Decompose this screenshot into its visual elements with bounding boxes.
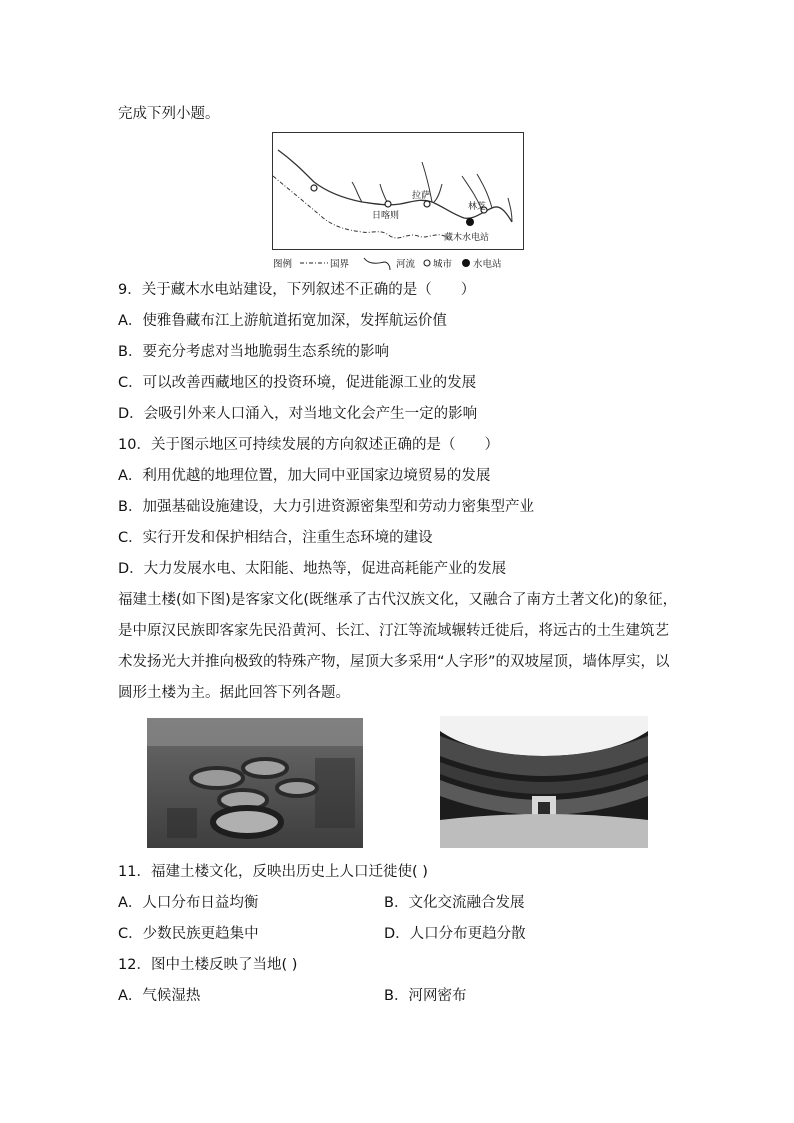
station-marker: [466, 218, 474, 226]
intro-text: 完成下列小题。: [118, 106, 220, 122]
city-marker-lhasa: [424, 201, 430, 207]
q9-stem: 9．关于藏木水电站建设，下列叙述不正确的是（ ）: [118, 282, 476, 298]
city-marker: [311, 185, 317, 191]
legend-city: 城市: [433, 259, 453, 270]
q9-option-b: B．要充分考虑对当地脆弱生态系统的影响: [118, 344, 389, 360]
label-linzhi: 林芝: [468, 202, 487, 212]
q11-option-d: D．人口分布更趋分散: [384, 926, 526, 942]
q12-option-b: B．河网密布: [384, 988, 467, 1004]
legend-title: 图例: [273, 259, 293, 270]
label-lhasa: 拉萨: [412, 191, 431, 201]
q10-option-c: C．实行开发和保护相结合，注重生态环境的建设: [118, 530, 433, 546]
q9-option-a: A．使雅鲁藏布江上游航道拓宽加深，发挥航运价值: [118, 313, 447, 329]
label-zangmu: 藏木水电站: [444, 233, 490, 243]
legend-river-symbol: [364, 258, 390, 270]
tulou-aerial-photo: [147, 718, 363, 848]
q11-option-a: A．人口分布日益均衡: [118, 895, 259, 911]
label-rikaze: 日喀则: [372, 211, 400, 221]
legend-city-symbol: [424, 260, 430, 266]
q12-stem: 12．图中土楼反映了当地( ): [118, 957, 298, 973]
q11-stem: 11．福建土楼文化，反映出历史上人口迁徙使( ): [118, 864, 428, 880]
q10-option-a: A．利用优越的地理位置，加大同中亚国家边境贸易的发展: [118, 468, 491, 484]
city-marker-rikaze: [385, 201, 391, 207]
tulou-interior-photo: [440, 716, 648, 848]
q9-option-c: C．可以改善西藏地区的投资环境，促进能源工业的发展: [118, 375, 477, 391]
q9-option-d: D．会吸引外来人口涌入，对当地文化会产生一定的影响: [118, 406, 478, 422]
map-legend: [272, 256, 542, 272]
q11-option-c: C．少数民族更趋集中: [118, 926, 259, 942]
legend-river: 河流: [396, 259, 416, 270]
q10-option-b: B．加强基础设施建设，大力引进资源密集型和劳动力密集型产业: [118, 499, 534, 515]
legend-station: 水电站: [473, 259, 502, 270]
legend-station-symbol: [462, 259, 470, 267]
legend-border: 国界: [330, 259, 350, 270]
tulou-passage: 福建土楼(如下图)是客家文化(既继承了古代汉族文化，又融合了南方土著文化)的象征，是中原汉民族即客家先民沿黄河、长江、汀江等流域辗转迁徙后，将远古的土生建筑艺术发扬光大并推向极致的特殊产物，屋顶大多采用“人字形”的双坡屋顶，墙体厚实，以圆形土楼为主。据此回答下列各题。: [118, 592, 678, 701]
q10-stem: 10．关于图示地区可持续发展的方向叙述正确的是（ ）: [118, 437, 499, 453]
q11-option-b: B．文化交流融合发展: [384, 895, 525, 911]
tibet-map: [272, 132, 524, 250]
q12-option-a: A．气候湿热: [118, 988, 201, 1004]
q10-option-d: D．大力发展水电、太阳能、地热等，促进高耗能产业的发展: [118, 561, 507, 577]
